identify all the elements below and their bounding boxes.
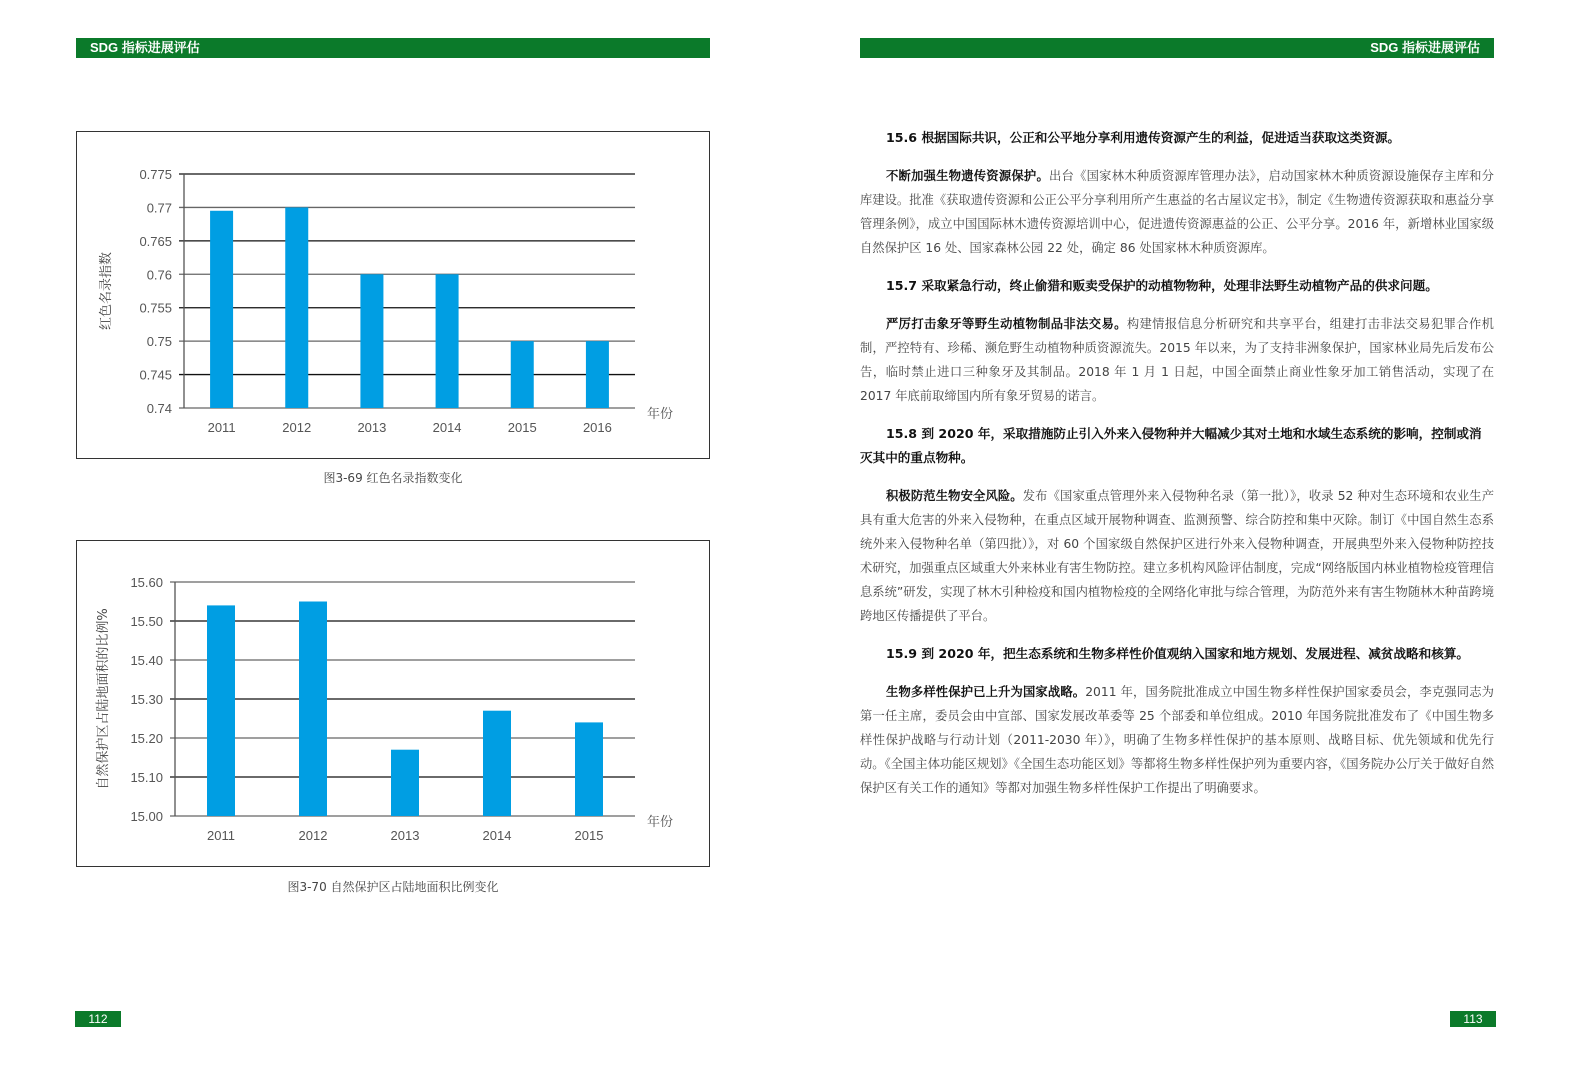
right-page xyxy=(790,0,1587,1077)
y-tick-label: 15.40 xyxy=(130,653,163,668)
y-tick-label: 15.10 xyxy=(130,770,163,785)
bar xyxy=(483,711,511,816)
y-tick-label: 0.76 xyxy=(146,267,172,283)
paragraph-lead: 生物多样性保护已上升为国家战略。 xyxy=(886,685,1086,699)
section-heading: 15.9 到 2020 年，把生态系统和生物多样性价值观纳入国家和地方规划、发展进程、减贫战略和核算。 xyxy=(886,646,1470,661)
y-axis-label: 红色名录指数 xyxy=(99,251,114,331)
paragraph-body: 发布《国家重点管理外来入侵物种名录（第一批）》，收录 52 种对生态环境和农业生产具有重大危害的外来入侵物种，在重点区域开展物种调查、监测预警、综合防控和集中灭除。制订《中国自然生态系统外来入侵物种名单（第四批）》，对 60 个国家级自然保护区进行外来入侵物种调查，开展典型外来入侵物种防控技术研究，加强重点区域重大外来林业有害生物防控。建立多机构风险评估制度，完成“网络版国内林业植物检疫管理信息系统”研发，实现了林木引种检疫和国内植物检疫的全网络化审批与综合管理，为防范外来有害生物随林木种苗跨境跨地区传播提供了平台。 xyxy=(860,489,1494,623)
y-tick-label: 0.775 xyxy=(139,167,172,182)
y-tick-label: 15.20 xyxy=(130,731,163,746)
paragraph-body: 构建情报信息分析研究和共享平台，组建打击非法交易犯罪合作机制，严控特有、珍稀、濒危野生动植物种质资源流失。2015 年以来，为了支持非洲象保护，国家林业局先后发布公告，临时禁止进口三种象牙及其制品。2018 年 1 月 1 日起，中国全面禁止商业性象牙加工销售活动，实现了在 2017 年底前取缔国内所有象牙贸易的诺言。 xyxy=(860,317,1494,403)
y-tick-label: 0.745 xyxy=(139,367,172,383)
bar xyxy=(285,207,308,408)
bar xyxy=(391,750,419,816)
y-tick-label: 0.77 xyxy=(146,200,172,216)
y-axis-label: 自然保护区占陆地面积的比例% xyxy=(96,608,111,790)
bar xyxy=(575,722,603,816)
x-tick-label: 2013 xyxy=(390,828,420,843)
y-tick-label: 15.30 xyxy=(130,692,163,707)
bar xyxy=(436,274,459,408)
bar xyxy=(207,605,235,816)
y-tick-label: 0.74 xyxy=(146,401,172,416)
running-header: SDG 指标进展评估 xyxy=(76,38,710,58)
body-text xyxy=(860,126,1494,814)
paragraph-body: 出台《国家林木种质资源库管理办法》，启动国家林木种质资源设施保存主库和分库建设。批准《获取遗传资源和公正公平分享利用所产生惠益的名古屋议定书》，制定《生物遗传资源获取和惠益分享管理条例》，成立中国国际林木遗传资源培训中心，促进遗传资源惠益的公正、公平分享。2016 年，新增林业国家级自然保护区 16 处、国家森林公园 22 处，确定 86 处国家林木种质资源库。 xyxy=(860,169,1494,255)
x-tick-label: 2011 xyxy=(207,420,236,435)
x-axis-label: 年份 xyxy=(647,814,674,829)
section-heading: 15.7 采取紧急行动，终止偷猎和贩卖受保护的动植物物种，处理非法野生动植物产品的供求问题。 xyxy=(886,278,1438,293)
paragraph xyxy=(860,484,1494,628)
x-tick-label: 2012 xyxy=(282,420,312,435)
x-axis-label: 年份 xyxy=(647,406,674,421)
chart-nature-reserve-ratio xyxy=(76,540,710,867)
x-tick-label: 2013 xyxy=(357,420,387,435)
paragraph xyxy=(860,164,1494,260)
bar-chart-reserve-ratio xyxy=(77,541,711,868)
y-tick-label: 15.50 xyxy=(130,614,163,629)
bar xyxy=(299,602,327,817)
bar-chart-red-list xyxy=(77,132,711,460)
left-page xyxy=(0,0,790,1077)
paragraph-lead: 积极防范生物安全风险。 xyxy=(886,489,1023,503)
chart-red-list-index xyxy=(76,131,710,459)
x-tick-label: 2015 xyxy=(507,420,537,435)
bar xyxy=(210,211,233,408)
page-number: 113 xyxy=(1450,1011,1496,1027)
y-tick-label: 15.00 xyxy=(130,809,163,824)
paragraph-lead: 不断加强生物遗传资源保护。 xyxy=(886,169,1049,183)
y-tick-label: 0.755 xyxy=(139,300,172,316)
x-tick-label: 2011 xyxy=(207,828,235,843)
x-tick-label: 2012 xyxy=(298,828,328,843)
x-tick-label: 2016 xyxy=(582,420,612,435)
paragraph-lead: 严厉打击象牙等野生动植物制品非法交易。 xyxy=(886,317,1127,331)
x-tick-label: 2014 xyxy=(432,420,462,435)
figure-caption: 图3-70 自然保护区占陆地面积比例变化 xyxy=(287,880,499,894)
figure-caption: 图3-69 红色名录指数变化 xyxy=(323,471,463,485)
page-number: 112 xyxy=(75,1011,121,1027)
bar xyxy=(511,341,534,408)
bar xyxy=(586,341,609,408)
y-tick-label: 15.60 xyxy=(130,575,163,590)
x-tick-label: 2015 xyxy=(574,828,604,843)
bar xyxy=(360,274,383,408)
section-heading: 15.6 根据国际共识，公正和公平地分享利用遗传资源产生的利益，促进适当获取这类资源。 xyxy=(886,130,1401,145)
running-header: SDG 指标进展评估 xyxy=(860,38,1494,58)
paragraph-body: 2011 年，国务院批准成立中国生物多样性保护国家委员会，李克强同志为第一任主席，委员会由中宣部、国家发展改革委等 25 个部委和单位组成。2010 年国务院批准发布了《中国生物多样性保护战略与行动计划（2011-2030 年）》，明确了生物多样性保护的基本原则、战略目标、优先领域和优先行动。《全国主体功能区规划》《全国生态功能区划》等都将生物多样性保护列为重要内容，《国务院办公厅关于做好自然保护区有关工作的通知》等都对加强生物多样性保护工作提出了明确要求。 xyxy=(860,685,1494,795)
y-tick-label: 0.75 xyxy=(146,334,172,350)
section-heading: 15.8 到 2020 年，采取措施防止引入外来入侵物种并大幅减少其对土地和水域生态系统的影响，控制或消灭其中的重点物种。 xyxy=(860,426,1482,465)
x-tick-label: 2014 xyxy=(482,828,512,843)
paragraph xyxy=(860,680,1494,800)
y-tick-label: 0.765 xyxy=(139,233,172,249)
paragraph xyxy=(860,312,1494,408)
